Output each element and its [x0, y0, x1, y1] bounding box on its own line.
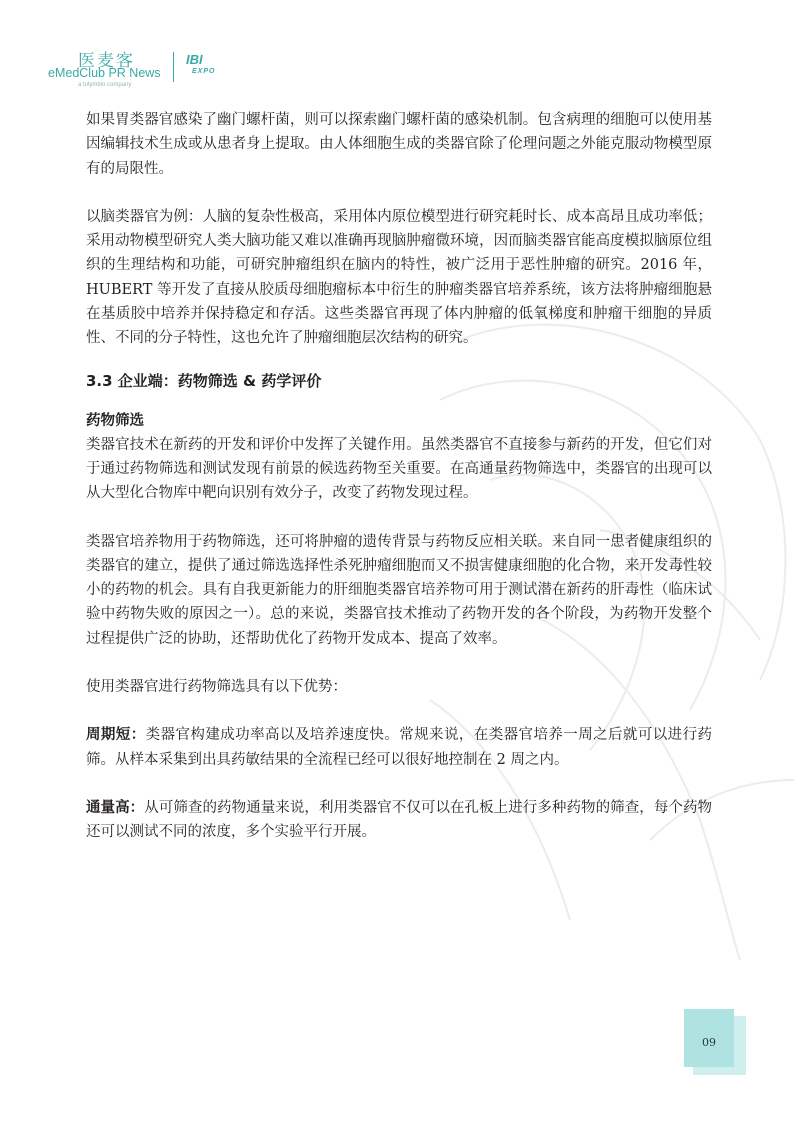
section-heading: 3.3 企业端：药物筛选 & 药学评价: [86, 371, 322, 390]
advantage-short-cycle: [86, 723, 712, 772]
advantage-short-cycle-term: 周期短：: [86, 727, 146, 744]
sub-heading-drug-screening: 药物筛选: [86, 412, 144, 429]
article-body: [86, 108, 712, 845]
paragraph-stomach-organoid: 如果胃类器官感染了幽门螺杆菌，则可以探索幽门螺杆菌的感染机制。包含病理的细胞可以使用基因编辑技术生成或从患者身上提取。由人体细胞生成的类器官除了伦理问题之外能克服动物模型原有的局限性。: [86, 112, 712, 177]
logo-divider: [173, 52, 174, 82]
logo-english-name: eMedClub PR News: [48, 66, 161, 80]
advantage-high-throughput-text: 从可筛查的药物通量来说，利用类器官不仅可以在孔板上进行多种药物的筛查，每个药物还可以测试不同的浓度，多个实验平行开展。: [86, 799, 713, 841]
page-number: 09: [702, 1036, 716, 1049]
header-logo: [42, 46, 282, 92]
advantage-high-throughput-term: 通量高：: [86, 799, 145, 816]
paragraph-brain-organoid: 以脑类器官为例：人脑的复杂性极高，采用体内原位模型进行研究耗时长、成本高昂且成功率低；采用动物模型研究人类大脑功能又难以准确再现脑肿瘤微环境，因而脑类器官能高度模拟脑原位组织的生理结构和功能，可研究肿瘤组织在脑内的特性，被广泛用于恶性肿瘤的研究。2016 年，HUBERT 等开发了直接从胶质母细胞瘤标本中衍生的肿瘤类器官培养系统，该方法将肿瘤细胞悬在基质胶中培养并保持稳定和存活。这些类器官再现了体内肿瘤的低氧梯度和肿瘤干细胞的异质性、不同的分子特性，这也允许了肿瘤细胞层次结构的研究。: [86, 208, 712, 347]
expo-logo-top: IBI: [186, 52, 203, 67]
expo-logo-bottom: EXPO: [192, 68, 216, 75]
paragraph-drug-development: 类器官技术在新药的开发和评价中发挥了关键作用。虽然类器官不直接参与新药的开发，但它们对于通过药物筛选和测试发现有前景的候选药物至关重要。在高通量药物筛选中，类器官的出现可以从大型化合物库中靶向识别有效分子，改变了药物发现过程。: [86, 436, 712, 502]
logo-tagline: a tulymbio company: [78, 82, 132, 88]
paragraph-advantages-intro: 使用类器官进行药物筛选具有以下优势：: [86, 679, 347, 696]
advantage-short-cycle-text: 类器官构建成功率高以及培养速度快。常规来说，在类器官培养一周之后就可以进行药筛。从样本采集到出具药敏结果的全流程已经可以很好地控制在 2 周之内。: [86, 727, 713, 768]
advantage-high-throughput: [86, 796, 712, 845]
paragraph-drug-screening-culture: 类器官培养物用于药物筛选，还可将肿瘤的遗传背景与药物反应相关联。来自同一患者健康组织的类器官的建立，提供了通过筛选选择性杀死肿瘤细胞而又不损害健康细胞的化合物，来开发毒性较小的药物的机会。具有自我更新能力的肝细胞类器官培养物可用于测试潜在新药的肝毒性（临床试验中药物失败的原因之一）。总的来说，类器官技术推动了药物开发的各个阶段，为药物开发整个过程提供广泛的协助，还帮助优化了药物开发成本、提高了效率。: [86, 533, 712, 647]
logo-chinese-name: 医麦客: [78, 51, 135, 71]
